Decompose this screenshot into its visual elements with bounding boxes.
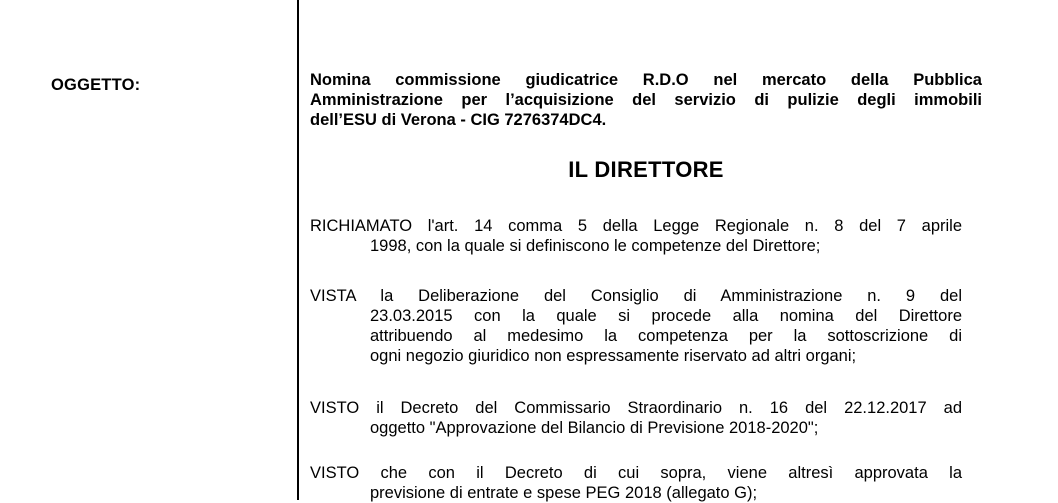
paragraph-richiamato [310,216,962,256]
subject-line: Amministrazione per l’acquisizione del servizio di pulizie degli immobili [310,91,982,109]
subject-text [310,70,982,130]
paragraph-line: previsione di entrate e spese PEG 2018 (allegato G); [370,484,758,502]
paragraph-line: oggetto "Approvazione del Bilancio di Previsione 2018-2020"; [370,419,819,437]
paragraph-visto-peg [310,463,962,503]
paragraph-line: 1998, con la quale si definiscono le competenze del Direttore; [370,237,821,255]
paragraph-line: ogni negozio giuridico non espressamente riservato ad altri organi; [370,347,857,365]
paragraph-line: RICHIAMATO l'art. 14 comma 5 della Legge Regionale n. 8 del 7 aprile [310,217,962,235]
oggetto-label: OGGETTO: [51,76,141,94]
paragraph-line: VISTO che con il Decreto di cui sopra, viene altresì approvata la [310,464,962,482]
paragraph-visto-decreto [310,398,962,438]
column-divider [297,0,299,500]
page-title: IL DIRETTORE [568,157,724,182]
paragraph-line: VISTA la Deliberazione del Consiglio di Amministrazione n. 9 del [310,287,962,305]
subject-line: Nomina commissione giudicatrice R.D.O nel mercato della Pubblica [310,71,982,89]
paragraph-line: VISTO il Decreto del Commissario Straordinario n. 16 del 22.12.2017 ad [310,399,962,417]
subject-line: dell’ESU di Verona - CIG 7276374DC4. [310,111,607,129]
paragraph-line: 23.03.2015 con la quale si procede alla nomina del Direttore [370,307,962,325]
paragraph-vista [310,286,962,366]
paragraph-line: attribuendo al medesimo la competenza per la sottoscrizione di [370,327,962,345]
